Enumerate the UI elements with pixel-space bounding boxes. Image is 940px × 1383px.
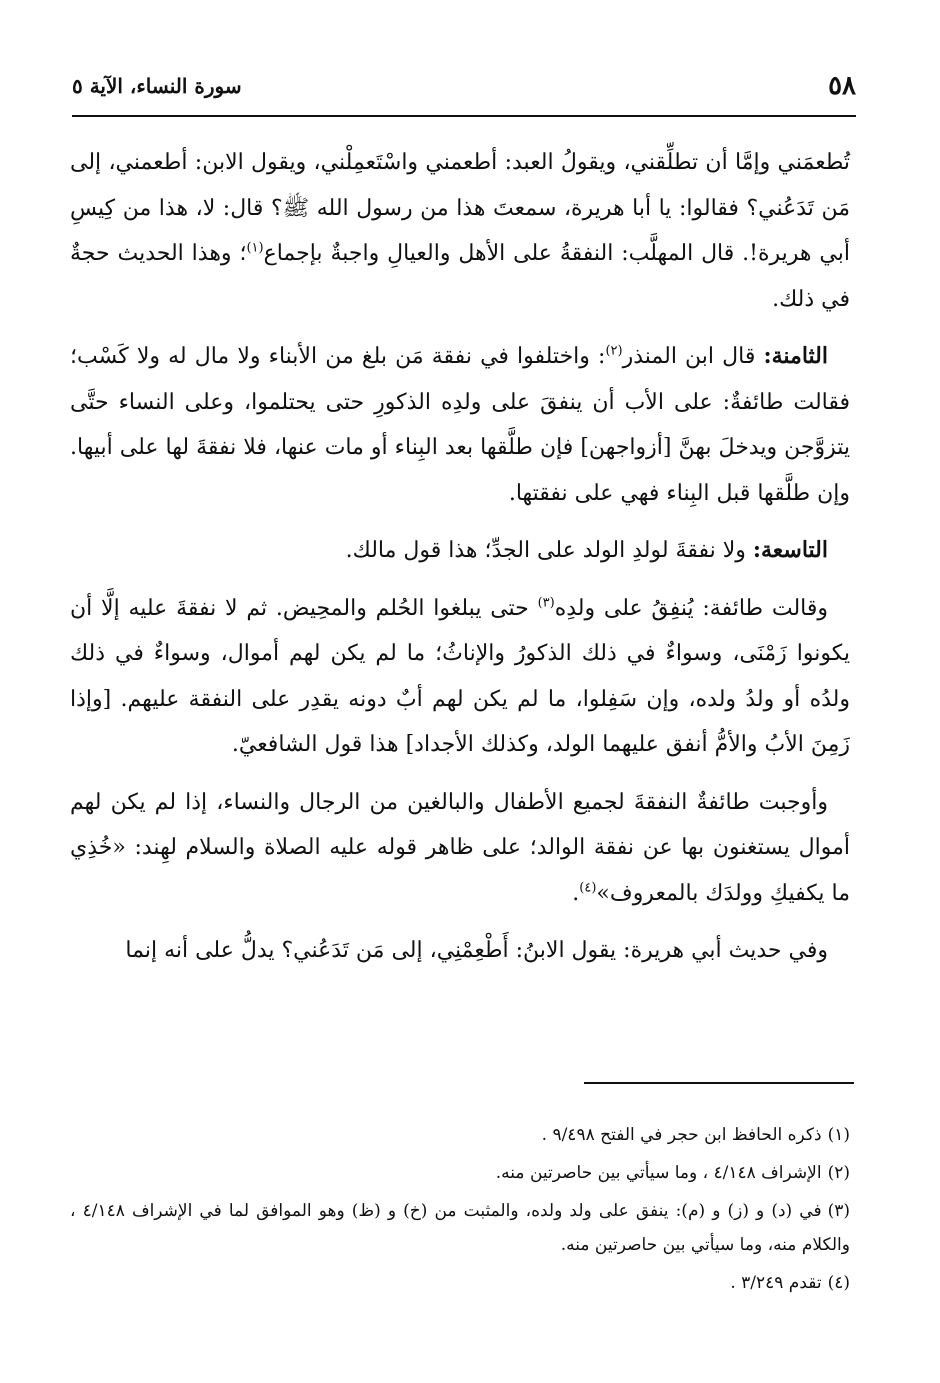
footnote-3 bbox=[70, 1194, 850, 1262]
paragraph-3 bbox=[70, 528, 850, 574]
paragraph-1-text: تُطعمَني وإمَّا أن تطلِّقني، ويقولُ العبد: أطعمني واسْتَعمِلْني، ويقول الابن: أطعمني، إلى مَن تَدَعُني؟ فقالوا: يا أبا هريرة، سمعتَ هذا من رسول الله ﷺ؟ قال: لا، هذا من كِيسِ أبي هريرة!. قال المهلَّب: النفقةُ على الأهل والعيالِ واجبةٌ بإجماع bbox=[70, 150, 850, 266]
paragraph-5 bbox=[70, 780, 850, 917]
footnote-marker: (١) bbox=[827, 1125, 850, 1145]
page-header bbox=[72, 66, 856, 106]
footnote-ref-4: (٤) bbox=[579, 880, 597, 896]
paragraph-1 bbox=[70, 140, 850, 322]
paragraph-2-text-b: : واختلفوا في نفقة مَن بلغ من الأبناء ولا مال له ولا كَسْب؛ فقالت طائفةٌ: على الأب أن ينفقَ على ولدِه الذكورِ حتى يحتلموا، وعلى النساء حتَّى يتزوَّجن ويدخلَ بهنَّ [أزواجهن] فإن طلَّقها بعد البِناء أو مات عنها، فلا نفقةَ لها على أبيها. وإن طلَّقها قبل البِناء فهي على نفقتها. bbox=[70, 344, 850, 506]
footnote-marker: (٣) bbox=[827, 1201, 851, 1221]
main-text bbox=[70, 140, 850, 986]
header-divider bbox=[72, 115, 856, 117]
page-number: ٥٨ bbox=[828, 71, 856, 101]
paragraph-2-text-a: قال ابن المنذر bbox=[622, 344, 764, 369]
paragraph-6-text: وفي حديث أبي هريرة: يقول الابنُ: أَطْعِمْنِي، إلى مَن تَدَعُني؟ يدلُّ على أنه إنما bbox=[125, 938, 828, 963]
issue-label-eighth: الثامنة: bbox=[763, 343, 828, 369]
paragraph-5-end: . bbox=[572, 880, 580, 906]
footnote-ref-1: (١) bbox=[246, 240, 264, 256]
issue-label-ninth: التاسعة: bbox=[752, 537, 828, 563]
paragraph-1-end: ؛ وهذا الحديث حجةٌ في ذلك. bbox=[70, 241, 850, 312]
paragraph-4-text-b: حتى يبلغوا الحُلم والمحِيض. ثم لا نفقةَ عليه إلَّا أن يكونوا زَمْنَى، وسواءٌ في ذلك الذكورُ والإناثُ؛ ما لم يكن لهم أموال، وسواءٌ في ذلك ولدُه أو ولدُ ولده، وإن سَفِلوا، ما لم يكن لهم أبٌ دونه يقدِر على النفقة عليهم. [وإذا زَمِنَ الأبُ والأمُّ أنفق عليهما الولد، وكذلك الأجداد] هذا قول الشافعيّ. bbox=[70, 595, 850, 757]
footnote-text: تقدم ٣/٢٤٩ . bbox=[730, 1273, 822, 1293]
footnote-marker: (٤) bbox=[827, 1273, 850, 1293]
footnote-text: ذكره الحافظ ابن حجر في الفتح ٩/٤٩٨ . bbox=[541, 1125, 822, 1145]
paragraph-3-text: ولا نفقةَ لولدِ الولد على الجدِّ؛ هذا قول مالك. bbox=[345, 538, 753, 563]
footnote-divider bbox=[584, 1082, 854, 1084]
paragraph-2 bbox=[70, 334, 850, 516]
footnote-2 bbox=[70, 1156, 850, 1190]
footnote-text: الإشراف ٤/١٤٨ ، وما سيأتي بين حاصرتين منه. bbox=[495, 1163, 822, 1183]
paragraph-5-text: وأوجبت طائفةٌ النفقةَ لجميع الأطفال والبالغين من الرجال والنساء، إذا لم يكن لهم أموال يستغنون بها عن نفقة الوالد؛ على ظاهر قوله عليه الصلاة والسلام لهِند: «خُذِي ما يكفيكِ وولدَك بالمعروف» bbox=[70, 789, 850, 906]
footnote-4 bbox=[70, 1266, 850, 1300]
footnotes bbox=[70, 1118, 850, 1304]
paragraph-4 bbox=[70, 586, 850, 768]
paragraph-4-text-a: وقالت طائفة: يُنفِقُ على ولدِه bbox=[554, 595, 828, 621]
footnote-marker: (٢) bbox=[827, 1163, 850, 1183]
running-title: سورة النساء، الآية ٥ bbox=[72, 74, 242, 98]
footnote-text: في (د) و (ز) و (م): ينفق على ولد ولده، والمثبت من (خ) و (ظ) وهو الموافق لما في الإشراف ٤/١٤٨ ، والكلام منه، وما سيأتي بين حاصرتين منه. bbox=[70, 1201, 850, 1255]
footnote-1 bbox=[70, 1118, 850, 1152]
paragraph-6 bbox=[70, 928, 850, 974]
footnote-ref-2: (٢) bbox=[605, 343, 623, 359]
footnote-ref-3: (٣) bbox=[537, 595, 555, 611]
